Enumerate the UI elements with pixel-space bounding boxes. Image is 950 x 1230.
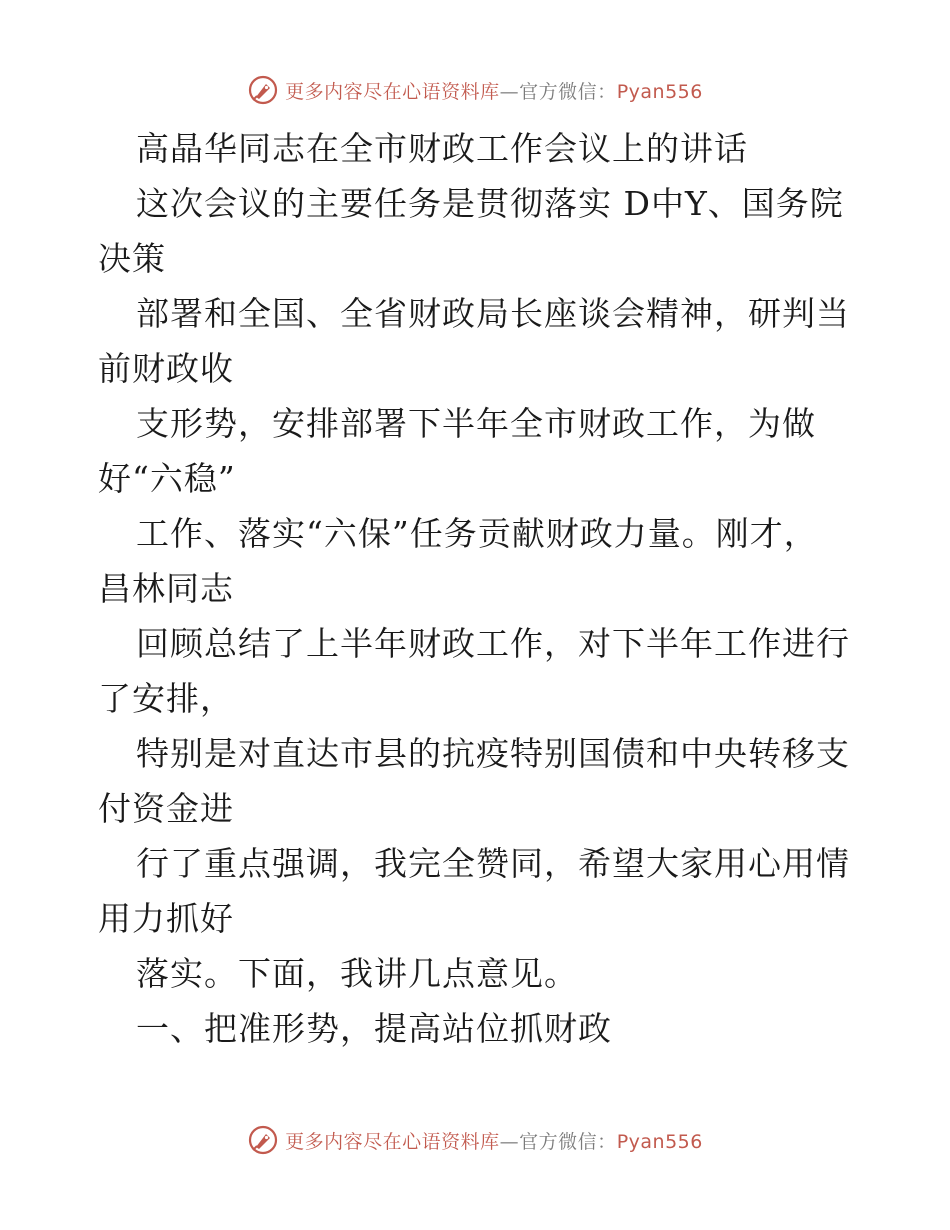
text-line: 回顾总结了上半年财政工作，对下半年工作进行 [136,624,850,663]
text-line: 前财政收 [98,349,234,388]
watermark-brand: 更多内容尽在心语资料库 [285,80,500,103]
watermark-wechat-id: Pyan556 [616,80,703,103]
watermark-separator: — [499,80,520,103]
pen-nib-logo-icon [247,74,279,106]
text-line: 落实。下面，我讲几点意见。 [136,954,578,993]
watermark-text [285,77,703,104]
watermark-separator: — [499,1130,520,1153]
text-line: 决策 [98,239,166,278]
header-watermark [0,70,950,110]
text-line: 付资金进 [98,789,234,828]
watermark-wechat-id: Pyan556 [616,1130,703,1153]
watermark-wechat-label: 官方微信： [519,1130,617,1153]
text-line: 昌林同志 [98,569,234,608]
text-line: 特别是对直达市县的抗疫特别国债和中央转移支 [136,734,850,773]
text-line: 支形势，安排部署下半年全市财政工作，为做 [136,404,816,443]
text-line: 用力抓好 [98,899,234,938]
watermark-text [285,1127,703,1154]
document-title: 高晶华同志在全市财政工作会议上的讲话 [136,129,748,168]
text-line: 部署和全国、全省财政局长座谈会精神，研判当 [136,294,850,333]
document-body [98,121,858,1056]
text-line: 行了重点强调，我完全赞同，希望大家用心用情 [136,844,850,883]
text-line: 工作、落实“六保”任务贡献财政力量。刚才， [136,514,818,553]
watermark-brand: 更多内容尽在心语资料库 [285,1130,500,1153]
pen-nib-logo-icon [247,1124,279,1156]
text-line: 了安排， [98,679,234,718]
text-line: 一、把准形势，提高站位抓财政 [136,1009,612,1048]
text-line: 这次会议的主要任务是贯彻落实 D中Y、国务院 [136,184,844,223]
watermark-wechat-label: 官方微信： [519,80,617,103]
footer-watermark [0,1120,950,1160]
text-line: 好“六稳” [98,459,236,498]
